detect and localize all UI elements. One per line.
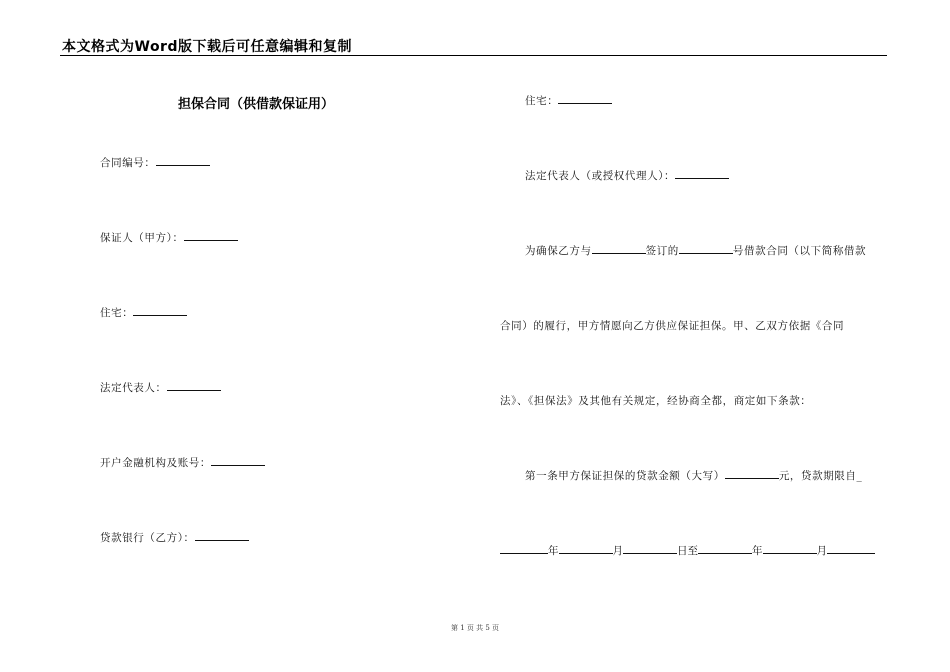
preamble-line-3: 法》、《担保法》及其他有关规定，经协商全都，商定如下条款：	[500, 395, 812, 407]
page-number: 第 1 页 共 5 页	[450, 624, 500, 632]
legal-representative-blank	[167, 381, 221, 391]
preamble-blank-2	[679, 244, 733, 254]
guarantor-blank	[184, 231, 238, 241]
clause-1-part-1: 第一条甲方保证担保的贷款金额（大写）	[525, 470, 725, 482]
preamble-line-2: 合同）的履行，甲方情愿向乙方供应保证担保。甲、乙双方依据《合同	[500, 320, 845, 332]
bank-account-blank	[211, 456, 265, 466]
start-day-blank	[623, 544, 677, 554]
contract-number-blank	[156, 156, 210, 166]
lending-bank-blank	[195, 531, 249, 541]
bank-account-field	[100, 455, 265, 470]
guarantor-field	[100, 230, 238, 245]
loan-period-line	[500, 543, 875, 558]
preamble-part-1: 为确保乙方与	[525, 245, 592, 257]
lending-bank-field	[100, 530, 249, 545]
bank-account-label: 开户金融机构及账号：	[100, 457, 211, 469]
document-title: 担保合同（供借款保证用）	[178, 97, 335, 112]
lender-residence-blank	[558, 94, 612, 104]
lender-residence-label: 住宅：	[525, 95, 559, 107]
preamble-part-3: 号借款合同（以下简称借款	[732, 245, 867, 257]
start-year-blank	[500, 544, 548, 554]
start-month-blank	[559, 544, 613, 554]
start-year-label: 年	[548, 545, 559, 557]
lender-residence-field	[525, 93, 612, 108]
end-day-blank	[827, 544, 875, 554]
start-month-label: 月	[612, 545, 623, 557]
lender-legal-rep-blank	[675, 169, 729, 179]
lender-legal-rep-label: 法定代表人（或授权代理人）：	[525, 170, 676, 182]
legal-representative-label: 法定代表人：	[100, 382, 167, 394]
preamble-blank-1	[592, 244, 646, 254]
contract-number-label: 合同编号：	[100, 157, 156, 169]
end-month-label: 月	[816, 545, 827, 557]
clause-1-line	[525, 468, 862, 483]
legal-representative-field	[100, 380, 221, 395]
lending-bank-label: 贷款银行（乙方）：	[100, 532, 195, 544]
contract-number-field	[100, 155, 210, 170]
guarantor-residence-label: 住宅：	[100, 307, 134, 319]
lender-legal-rep-field	[525, 168, 729, 183]
end-year-label: 年	[752, 545, 763, 557]
loan-amount-blank	[725, 469, 779, 479]
guarantor-residence-blank	[133, 306, 187, 316]
preamble-part-2: 签订的	[645, 245, 679, 257]
header-divider	[60, 55, 887, 56]
end-month-blank	[763, 544, 817, 554]
guarantor-residence-field	[100, 305, 187, 320]
end-year-blank	[698, 544, 752, 554]
download-notice-header: 本文格式为Word版下载后可任意编辑和复制	[62, 39, 352, 55]
start-day-label: 日至	[677, 545, 698, 557]
guarantor-label: 保证人（甲方）：	[100, 232, 184, 244]
clause-1-part-2: 元，贷款期限自_	[778, 470, 863, 482]
preamble-line-1	[525, 243, 866, 258]
